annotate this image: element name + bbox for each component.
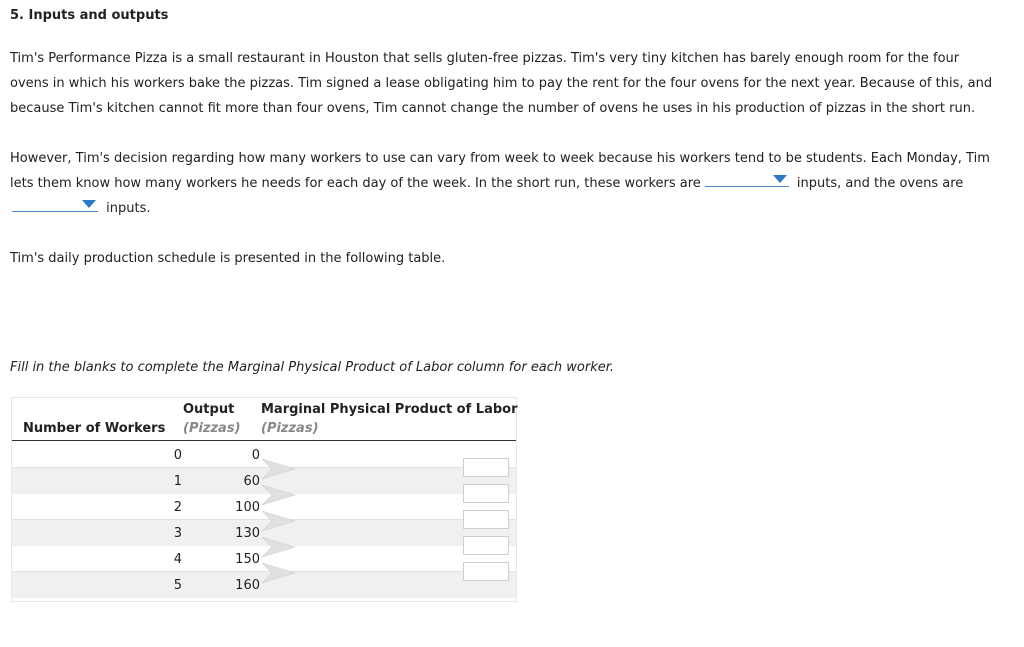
mpl-input-worker-5[interactable] <box>463 562 509 581</box>
output-cell: 100 <box>235 500 260 515</box>
header-marginal-product: Marginal Physical Product of Labor <box>261 402 518 417</box>
mpl-input-worker-2[interactable] <box>463 484 509 503</box>
caret-down-icon <box>773 175 787 183</box>
production-table <box>11 397 517 602</box>
inputs-text-middle: inputs, and the ovens are <box>796 176 964 191</box>
mpl-input-worker-1[interactable] <box>463 458 509 477</box>
header-number-of-workers: Number of Workers <box>23 421 166 436</box>
workers-cell: 1 <box>173 474 182 489</box>
ovens-input-type-dropdown[interactable] <box>12 196 98 212</box>
output-cell: 60 <box>243 474 260 489</box>
mpl-input-worker-3[interactable] <box>463 510 509 529</box>
inputs-text-after: inputs. <box>106 201 151 216</box>
output-cell: 160 <box>235 578 260 593</box>
header-divider <box>12 440 516 441</box>
output-cell: 130 <box>235 526 260 541</box>
workers-input-type-dropdown[interactable] <box>705 171 789 187</box>
chevron-right-icon <box>261 484 297 506</box>
chevron-right-icon <box>261 536 297 558</box>
header-output: Output <box>183 402 235 417</box>
question-title: 5. Inputs and outputs <box>10 8 169 23</box>
intro-paragraph: Tim's Performance Pizza is a small restaurant in Houston that sells gluten-free pizzas. Tim's very tiny kitchen has barely enough room for the four ovens in which his workers bake the pizzas. Tim signed a lease obligating him to pay the rent for the four ovens for the next year. Because of this, and because Tim's kitchen cannot fit more than four ovens, Tim cannot change the number of ovens he uses in his production of pizzas in the short run. <box>10 51 993 116</box>
chevron-right-icon <box>261 458 297 480</box>
output-cell: 150 <box>235 552 260 567</box>
header-marginal-product-unit: (Pizzas) <box>261 421 319 436</box>
workers-cell: 5 <box>173 578 182 593</box>
output-cell: 0 <box>251 448 260 463</box>
inputs-paragraph <box>10 146 1000 221</box>
header-output-unit: (Pizzas) <box>183 421 241 436</box>
chevron-right-icon <box>261 510 297 532</box>
schedule-paragraph: Tim's daily production schedule is presented in the following table. <box>10 251 446 266</box>
fill-instruction: Fill in the blanks to complete the Marginal Physical Product of Labor column for each worker. <box>10 360 615 375</box>
mpl-input-worker-4[interactable] <box>463 536 509 555</box>
workers-cell: 4 <box>173 552 182 567</box>
inputs-text-before: However, Tim's decision regarding how many workers to use can vary from week to week because his workers tend to be students. Each Monday, Tim lets them know how many workers he needs for each day of the week. In the short run, these workers are <box>10 151 990 191</box>
workers-cell: 3 <box>173 526 182 541</box>
workers-cell: 2 <box>173 500 182 515</box>
caret-down-icon <box>82 200 96 208</box>
workers-cell: 0 <box>173 448 182 463</box>
chevron-right-icon <box>261 562 297 584</box>
